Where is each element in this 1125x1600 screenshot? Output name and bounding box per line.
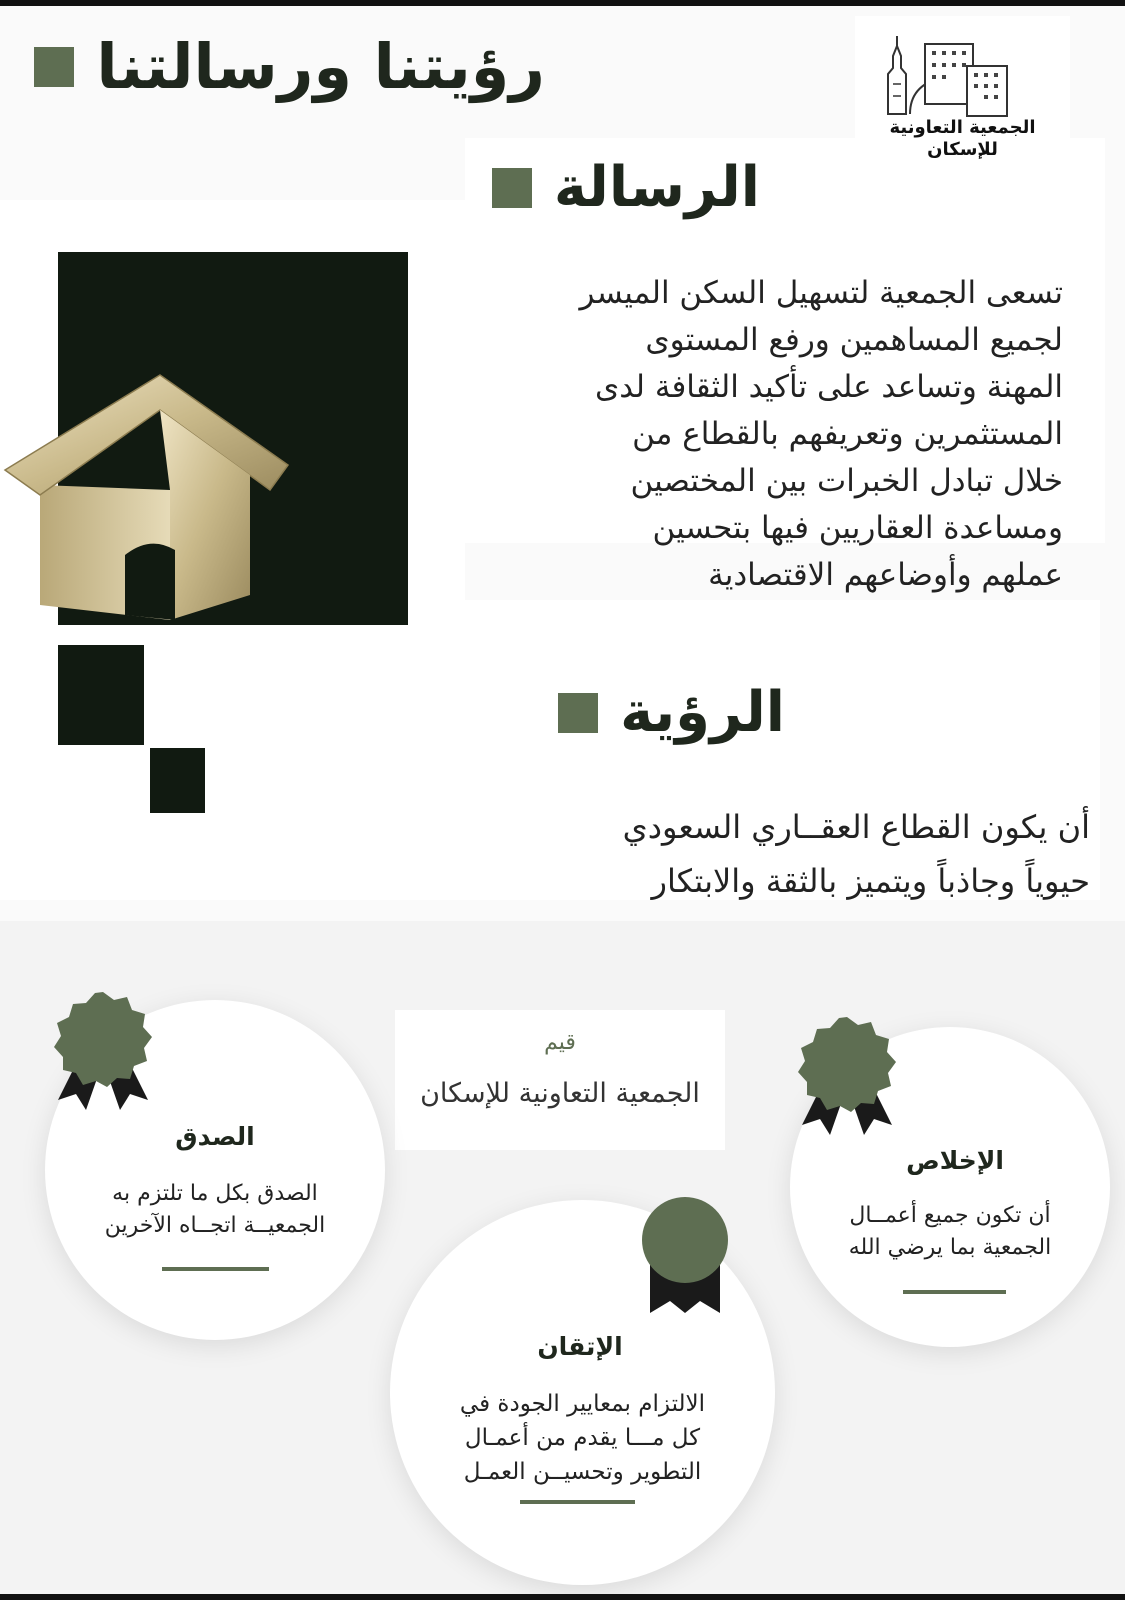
mission-line-4: المستثمرين وتعريفهم بالقطاع من <box>632 416 1063 452</box>
logo-mark-icon <box>855 16 1070 126</box>
value-line: أن تكون جميع أعمــال <box>849 1203 1051 1228</box>
mission-heading-row <box>492 155 760 220</box>
page-title-row <box>34 30 545 103</box>
dark-block-small-1 <box>58 645 144 745</box>
value-line: الالتزام بمعايير الجودة في <box>459 1391 706 1417</box>
mission-line-7: عملهم وأوضاعهم الاقتصادية <box>708 557 1063 593</box>
value-title-sidq: الصدق <box>175 1122 255 1151</box>
mission-line-5: خلال تبادل الخبرات بين المختصين <box>630 463 1063 499</box>
vision-text <box>530 800 1090 908</box>
values-label: قيم <box>544 1030 576 1055</box>
mission-heading: الرسالة <box>553 155 760 220</box>
value-underline <box>520 1500 635 1504</box>
mission-line-3: المهنة وتساعد على تأكيد الثقافة لدى <box>595 369 1063 405</box>
mission-text <box>515 270 1063 599</box>
value-text-itqan <box>415 1387 750 1489</box>
value-underline <box>903 1290 1006 1294</box>
value-line: كل مـــا يقدم من أعمـال <box>464 1425 701 1451</box>
vision-line-1: أن يكون القطاع العقــاري السعودي <box>622 808 1090 846</box>
vision-line-2: حيوياً وجاذباً ويتميز بالثقة والابتكار <box>651 862 1090 900</box>
page-title: رؤيتنا ورسالتنا <box>96 30 545 103</box>
mission-line-6: ومساعدة العقاريين فيها بتحسين <box>652 510 1063 546</box>
value-text-sidq <box>65 1178 365 1242</box>
value-line: الجمعية بما يرضي الله <box>848 1235 1052 1260</box>
value-underline <box>162 1267 269 1271</box>
rosette-badge-icon <box>792 1015 902 1140</box>
logo-name-line2: للإسكان <box>927 139 998 160</box>
vision-heading-row <box>558 680 785 745</box>
value-text-ikhlas <box>810 1200 1090 1264</box>
mission-square-icon <box>492 168 532 208</box>
gold-house-icon <box>0 370 300 640</box>
rosette-badge-icon <box>48 990 158 1115</box>
association-logo <box>855 16 1070 181</box>
medal-badge-icon <box>630 1195 740 1320</box>
logo-name-line1: الجمعية التعاونية <box>889 117 1036 138</box>
value-line: الجمعيــة اتجــاه الآخرين <box>104 1213 326 1238</box>
value-line: الصدق بكل ما تلتزم به <box>112 1181 318 1206</box>
vision-heading: الرؤية <box>620 680 785 745</box>
dark-block-small-2 <box>150 748 205 813</box>
value-title-itqan: الإتقان <box>537 1332 623 1361</box>
mission-line-2: لجميع المساهمين ورفع المستوى <box>645 322 1063 358</box>
value-line: التطوير وتحسيــن العمـل <box>463 1459 702 1485</box>
vision-square-icon <box>558 693 598 733</box>
bottom-border <box>0 1594 1125 1600</box>
value-title-ikhlas: الإخلاص <box>906 1146 1004 1175</box>
title-square-icon <box>34 47 74 87</box>
values-subtitle: الجمعية التعاونية للإسكان <box>420 1078 700 1109</box>
mission-line-1: تسعى الجمعية لتسهيل السكن الميسر <box>579 275 1063 311</box>
